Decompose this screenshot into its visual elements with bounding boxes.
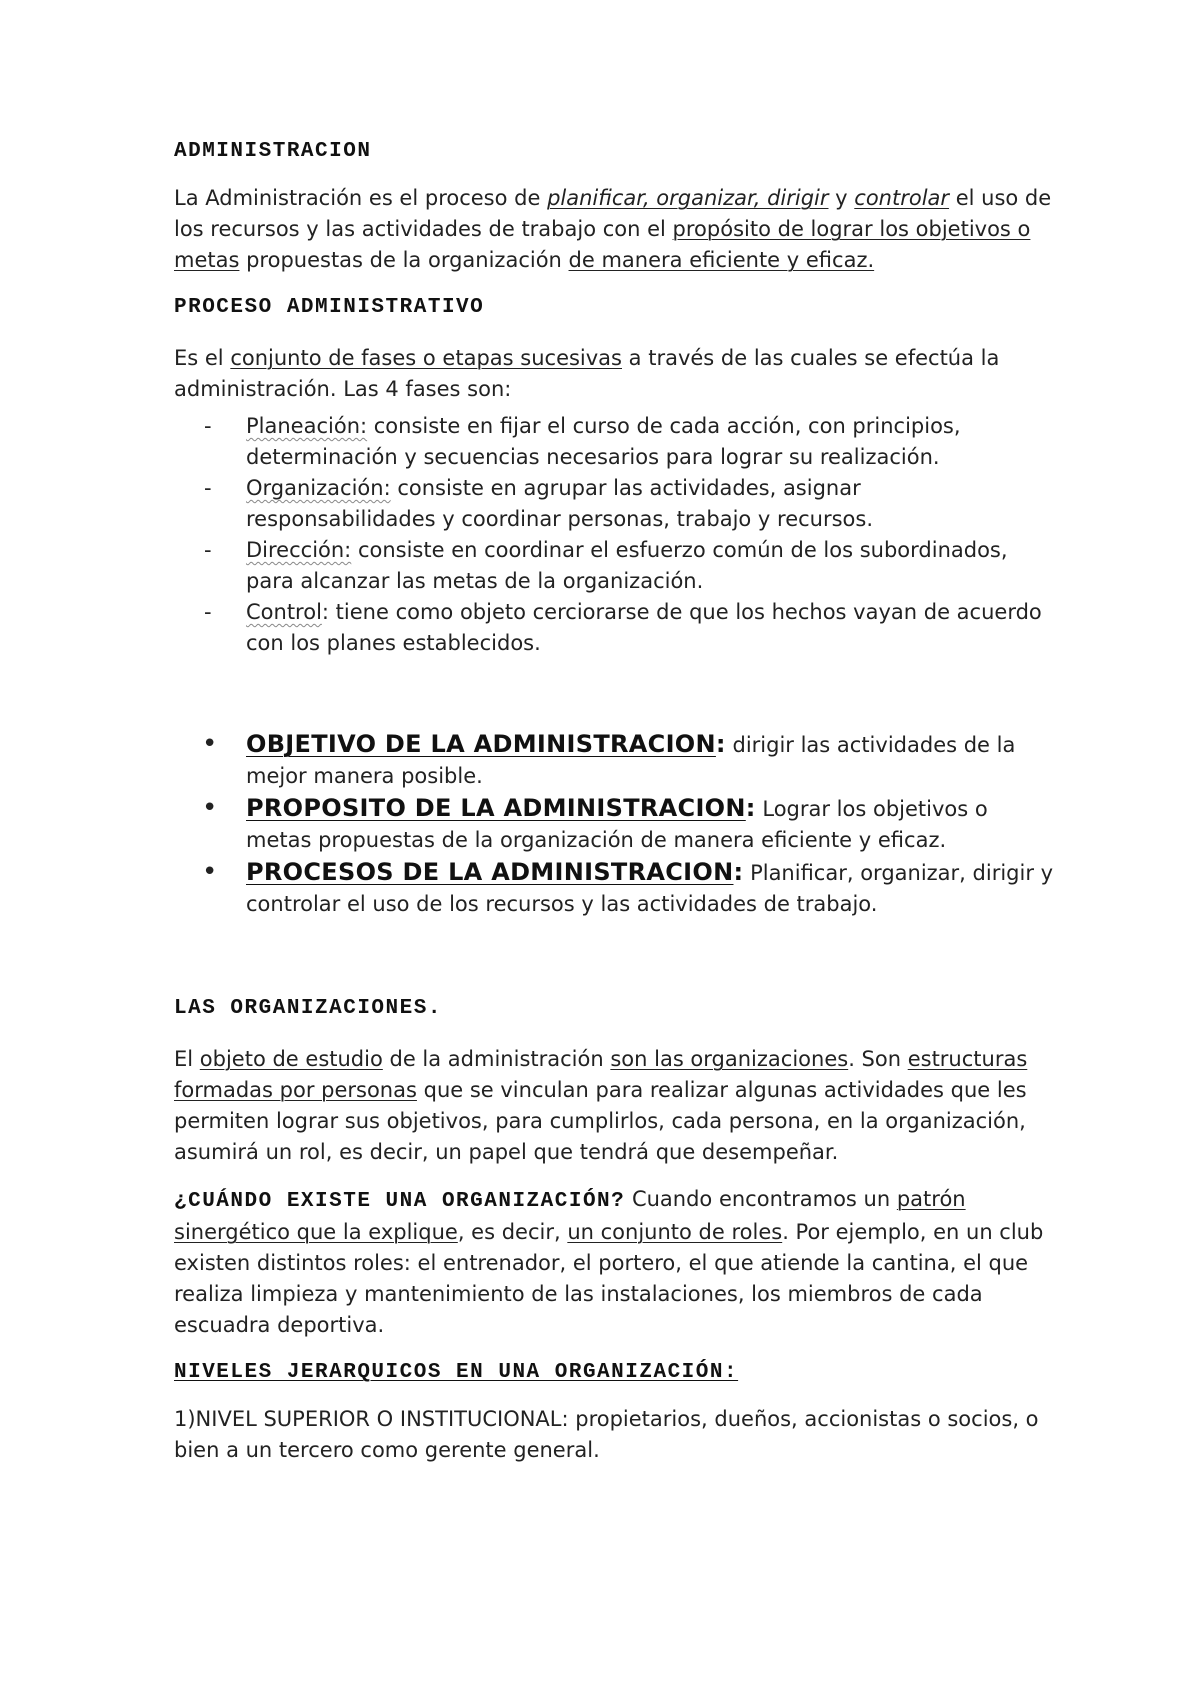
list-item bbox=[246, 597, 1054, 659]
fase-text: consiste en coordinar el esfuerzo común de los subordinados, para alcanzar las metas de la organización. bbox=[246, 538, 1008, 593]
fase-term: Organización: bbox=[246, 476, 391, 500]
bullet-text: Planificar, organizar, dirigir y controlar el uso de los recursos y las actividades de trabajo. bbox=[246, 861, 1054, 916]
list-item bbox=[246, 793, 1054, 856]
org-underline-1: objeto de estudio bbox=[199, 1047, 383, 1071]
fases-list bbox=[174, 411, 1054, 659]
proceso-paragraph bbox=[174, 343, 1054, 405]
spacer bbox=[174, 921, 1054, 993]
cuando-text-2: , es decir, bbox=[457, 1220, 568, 1244]
intro-underline-2: controlar bbox=[854, 186, 950, 210]
org-text-5: que se vinculan para realizar algunas actividades que les permiten lograr sus objetivos, para cumplirlos, cada persona, en la organización, asumirá un rol, es decir, un papel que tendrá que desempeñar. bbox=[174, 1078, 1027, 1164]
document-page bbox=[174, 136, 1054, 1466]
fase-term: Planeación: bbox=[246, 414, 368, 438]
bullet-text: dirigir las actividades de la mejor manera posible. bbox=[246, 733, 1016, 788]
intro-text-2: y bbox=[828, 186, 855, 210]
intro-text-3: el uso de los recursos y las actividades de trabajo con el bbox=[174, 186, 1052, 241]
intro-underline-1: planificar, organizar, dirigir bbox=[547, 186, 829, 210]
list-item bbox=[246, 729, 1054, 792]
intro-underline-3: propósito de lograr los objetivos o metas bbox=[174, 217, 1031, 272]
list-item bbox=[246, 473, 1054, 535]
intro-paragraph bbox=[174, 183, 1054, 276]
bullet-term: PROPOSITO DE LA ADMINISTRACION bbox=[246, 794, 746, 822]
fase-term: Dirección: bbox=[246, 538, 352, 562]
cuando-question: ¿CUÁNDO EXISTE UNA ORGANIZACIÓN? bbox=[174, 1190, 626, 1213]
summary-bullets bbox=[174, 729, 1054, 920]
org-text-1: El bbox=[174, 1047, 200, 1071]
bullet-colon: : bbox=[745, 794, 756, 822]
list-item bbox=[246, 535, 1054, 597]
list-item bbox=[246, 411, 1054, 473]
bullet-colon: : bbox=[715, 730, 726, 758]
proceso-text-1: Es el bbox=[174, 346, 231, 370]
intro-underline-4: de manera eficiente y eficaz. bbox=[568, 248, 875, 272]
bullet-colon: : bbox=[733, 858, 744, 886]
fase-term: Control bbox=[246, 600, 322, 624]
org-underline-2: son las organizaciones bbox=[610, 1047, 849, 1071]
org-underline-4: formadas por personas bbox=[174, 1078, 417, 1102]
fase-text: consiste en fijar el curso de cada acción, con principios, determinación y secuencias necesarios para lograr su realización. bbox=[246, 414, 961, 469]
bullet-term: OBJETIVO DE LA ADMINISTRACION bbox=[246, 730, 716, 758]
org-text-2: de la administración bbox=[382, 1047, 611, 1071]
proceso-text-2: a través de las cuales se efectúa la administración. Las 4 fases son: bbox=[174, 346, 1000, 401]
nivel-1-paragraph: 1)NIVEL SUPERIOR O INSTITUCIONAL: propietarios, dueños, accionistas o socios, o bien a un tercero como gerente general. bbox=[174, 1407, 1039, 1462]
organizaciones-heading: LAS ORGANIZACIONES. bbox=[174, 997, 442, 1020]
cuando-underline-1: patrón sinergético que la explique bbox=[174, 1187, 966, 1244]
cuando-paragraph bbox=[174, 1184, 1054, 1341]
proceso-underline-1: conjunto de fases o etapas sucesivas bbox=[230, 346, 622, 370]
organizaciones-paragraph bbox=[174, 1044, 1054, 1168]
proceso-heading: PROCESO ADMINISTRATIVO bbox=[174, 296, 485, 319]
document-title: ADMINISTRACION bbox=[174, 140, 372, 163]
niveles-heading bbox=[174, 1357, 1054, 1388]
bullet-text: Lograr los objetivos o metas propuestas de la organización de manera eficiente y eficaz. bbox=[246, 797, 988, 852]
fase-text: consiste en agrupar las actividades, asignar responsabilidades y coordinar personas, trabajo y recursos. bbox=[246, 476, 874, 531]
bullet-term: PROCESOS DE LA ADMINISTRACION bbox=[246, 858, 734, 886]
org-text-3: . Son bbox=[848, 1047, 908, 1071]
org-underline-3: estructuras bbox=[907, 1047, 1028, 1071]
fase-text: : tiene como objeto cerciorarse de que los hechos vayan de acuerdo con los planes establecidos. bbox=[246, 600, 1042, 655]
intro-text-4: propuestas de la organización bbox=[239, 248, 569, 272]
list-item bbox=[246, 857, 1054, 920]
cuando-text-3: . Por ejemplo, en un club existen distintos roles: el entrenador, el portero, el que atiende la cantina, el que realiza limpieza y mantenimiento de las instalaciones, los miembros de cada escuadra deportiva. bbox=[174, 1220, 1044, 1337]
cuando-text-1: Cuando encontramos un bbox=[625, 1187, 897, 1211]
cuando-underline-2: un conjunto de roles bbox=[567, 1220, 783, 1244]
intro-text-1: La Administración es el proceso de bbox=[174, 186, 548, 210]
niveles-heading-text: NIVELES JERARQUICOS EN UNA ORGANIZACIÓN: bbox=[174, 1361, 739, 1384]
